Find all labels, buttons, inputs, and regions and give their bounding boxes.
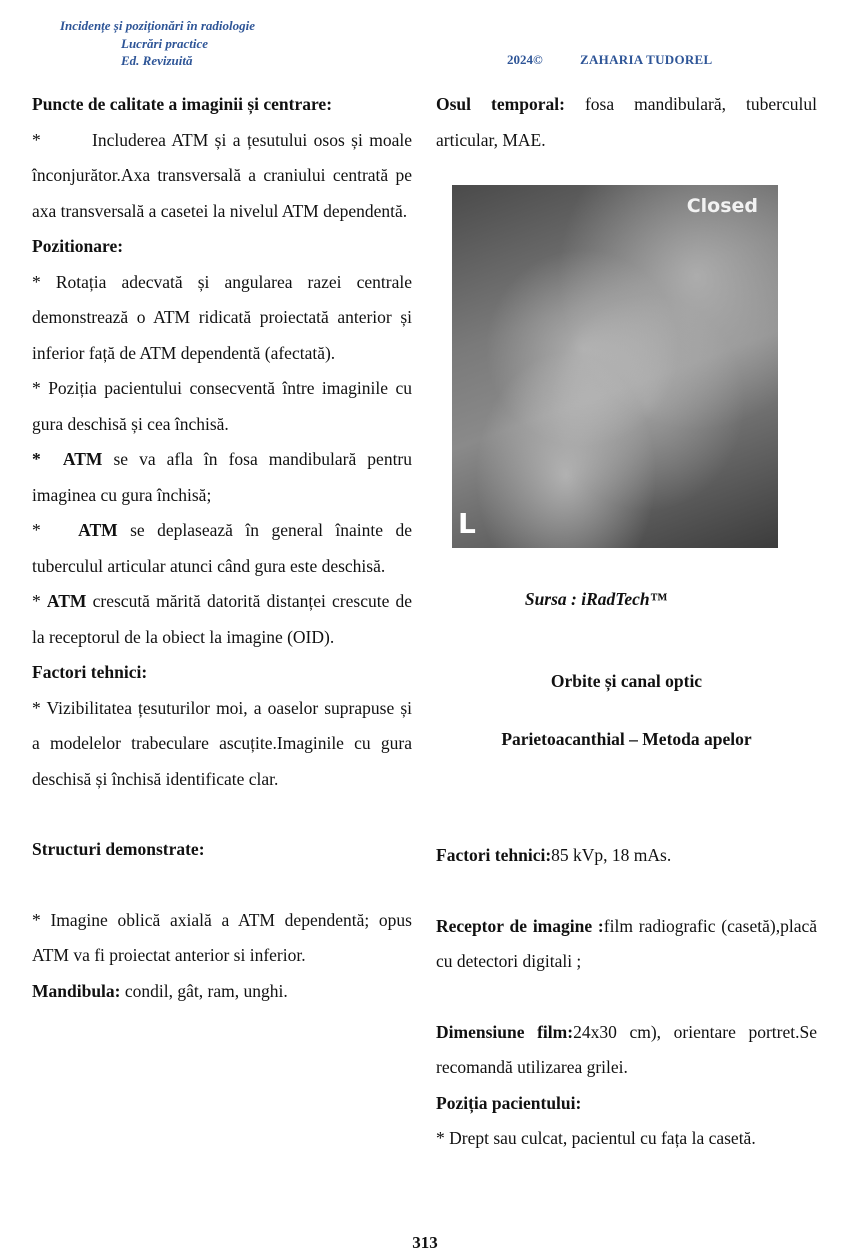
bullet: * <box>32 449 41 469</box>
page-number: 313 <box>412 1233 438 1252</box>
bullet: * <box>32 591 41 611</box>
heading-quality: Puncte de calitate a imaginii și centrare: <box>32 94 333 114</box>
xray-closed-label: Closed <box>686 195 758 217</box>
term-atm: ATM <box>46 591 87 611</box>
term-atm: ATM <box>62 449 103 469</box>
paragraph-dimension <box>436 1015 817 1086</box>
header-year: 2024© <box>507 52 543 67</box>
paragraph-text: fosa mandibulară, tuberculul articular, MAE. <box>436 94 817 150</box>
paragraph-temporal <box>436 87 817 158</box>
term-mandibula: Mandibula: <box>32 980 121 1001</box>
xray-image <box>452 185 778 548</box>
section-title-waters: Parietoacanthial – Metoda apelor <box>501 729 752 749</box>
spacer <box>436 980 817 1015</box>
paragraph-patient: * Drept sau culcat, pacientul cu fața la casetă. <box>436 1128 756 1148</box>
left-column <box>32 87 412 1009</box>
paragraph-text: 24x30 cm), orientare portret.Se recomandă utilizarea grilei. <box>436 1021 817 1077</box>
term-dimension: Dimensiune film: <box>436 1021 574 1042</box>
spacer <box>32 868 412 903</box>
spacer <box>436 874 817 909</box>
paragraph-atm-magnified <box>32 584 412 655</box>
paragraph-text: se va afla în fosa mandibulară pentru imaginea cu gura închisă; <box>32 449 413 505</box>
heading-positioning: Pozitionare: <box>32 236 124 256</box>
heading-technical: Factori tehnici: <box>32 662 148 682</box>
paragraph-atm-closed <box>32 442 412 513</box>
term-receptor: Receptor de imagine : <box>436 915 604 936</box>
bullet: * <box>32 129 41 150</box>
right-column-top <box>436 87 817 158</box>
header-subtitle: Lucrări practice <box>121 36 209 51</box>
paragraph-text: crescută mărită datorită distanței crescute de la receptorul de la obiect la imagine (OID). <box>32 591 413 647</box>
paragraph-quality <box>32 123 412 230</box>
image-source: Sursa : iRadTech™ <box>524 589 668 609</box>
paragraph-rotation: * Rotația adecvată și angularea razei centrale demonstrează o ATM ridicată proiectată anterior și inferior față de ATM dependentă (afectată). <box>32 271 412 363</box>
paragraph-text: condil, gât, ram, unghi. <box>124 980 288 1001</box>
term-tech: Factori tehnici: <box>436 845 552 865</box>
right-column-bottom <box>436 838 817 1157</box>
section-title-orbits: Orbite și canal optic <box>550 671 703 691</box>
header-author: ZAHARIA TUDOREL <box>580 52 713 67</box>
paragraph-oblique: * Imagine oblică axială a ATM dependentă; opus ATM va fi proiectat anterior si inferior. <box>32 909 412 965</box>
paragraph-patient-consistency: * Poziția pacientului consecventă între imaginile cu gura deschisă și cea închisă. <box>32 378 412 434</box>
paragraph-mandible <box>32 974 412 1010</box>
bullet: * <box>32 520 41 540</box>
paragraph-tech-factors <box>436 838 817 874</box>
term-atm: ATM <box>78 520 118 540</box>
paragraph-text: se deplasează în general înainte de tuberculul articular atunci când gura este deschisă. <box>32 520 413 576</box>
paragraph-text: 85 kVp, 18 mAs. <box>551 845 672 865</box>
heading-structures: Structuri demonstrate: <box>32 839 205 859</box>
term-temporal: Osul temporal: <box>436 94 565 114</box>
paragraph-atm-open <box>32 513 412 584</box>
spacer <box>32 797 412 832</box>
paragraph-receptor <box>436 909 817 980</box>
heading-patient-position: Poziția pacientului: <box>436 1092 582 1113</box>
paragraph-text: film radiografic (casetă),placă cu detectori digitali ; <box>436 915 817 971</box>
xray-side-marker: L <box>458 507 476 540</box>
header-book-title: Incidențe și poziționări în radiologie <box>60 18 256 33</box>
paragraph-visibility: * Vizibilitatea țesuturilor moi, a oaselor suprapuse și a modelelor trabeculare ascuțite.Imaginile cu gura deschisă și închisă identificate clar. <box>32 697 412 789</box>
paragraph-text: Includerea ATM și a țesutului osos și moale înconjurător.Axa transversală a craniului centrată pe axa transversală a casetei la nivelul ATM dependentă. <box>32 129 413 221</box>
header-edition: Ed. Revizuită <box>121 53 193 68</box>
